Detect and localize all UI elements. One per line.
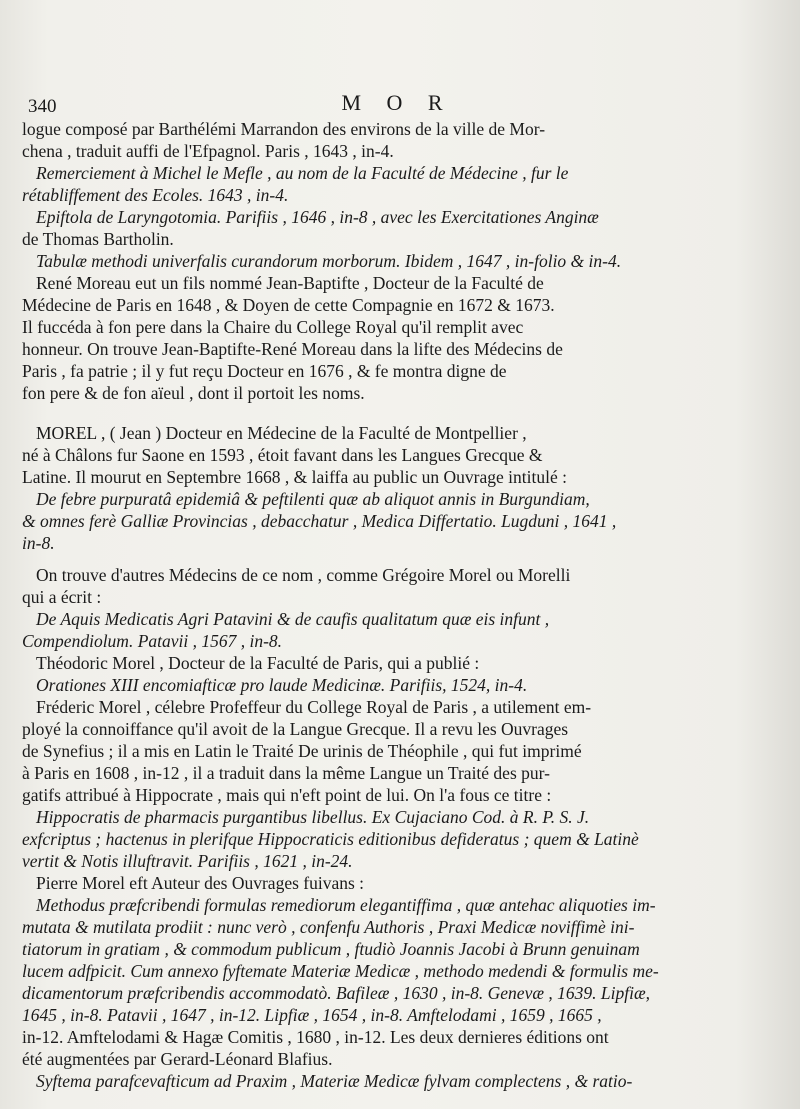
text-line: vertit & Notis illuftravit. Parifiis , 1621 , in-24. (22, 851, 353, 871)
paragraph-gap (22, 554, 772, 564)
text-line: MOREL , ( Jean ) Docteur en Médecine de la Faculté de Montpellier , (36, 423, 527, 443)
running-title: M O R (341, 90, 453, 115)
paragraph-gap (22, 404, 772, 422)
text-line: in-12. Amftelodami & Hagæ Comitis , 1680 , in-12. Les deux dernieres éditions ont (22, 1027, 609, 1047)
text-line: né à Châlons fur Saone en 1593 , étoit favant dans les Langues Grecque & (22, 445, 543, 465)
text-line: Epiftola de Laryngotomia. Parifiis , 1646 , in-8 , avec les Exercitationes Anginæ (36, 207, 599, 227)
text-line: ployé la connoiffance qu'il avoit de la Langue Grecque. Il a revu les Ouvrages (22, 719, 569, 739)
text-line: rétabliffement des Ecoles. 1643 , in-4. (22, 185, 289, 205)
text-line: De Aquis Medicatis Agri Patavini & de caufis qualitatum quæ eis infunt , (36, 609, 550, 629)
text-line: Compendiolum. Patavii , 1567 , in-8. (22, 631, 283, 651)
text-line: Tabulæ methodi univerfalis curandorum morborum. Ibidem , 1647 , in-folio & in-4. (36, 251, 622, 271)
text-line: lucem adfpicit. Cum annexo fyftemate Materiæ Medicæ , methodo medendi & formulis me- (22, 961, 659, 981)
text-line: Remerciement à Michel le Mefle , au nom de la Faculté de Médecine , fur le (36, 163, 569, 183)
text-line: Théodoric Morel , Docteur de la Faculté de Paris, qui a publié : (36, 653, 480, 673)
text-line: de Thomas Bartholin. (22, 229, 174, 249)
text-line: Fréderic Morel , célebre Profeffeur du College Royal de Paris , a utilement em- (36, 697, 592, 717)
text-line: dicamentorum præfcribendis accommodatò. Bafileæ , 1630 , in-8. Genevæ , 1639. Lipfiæ, (22, 983, 651, 1003)
text-line: fon pere & de fon aïeul , dont il portoit les noms. (22, 383, 365, 403)
text-line: Médecine de Paris en 1648 , & Doyen de cette Compagnie en 1672 & 1673. (22, 295, 555, 315)
text-line: Syftema parafcevafticum ad Praxim , Materiæ Medicæ fylvam complectens , & ratio- (36, 1071, 633, 1091)
text-line: On trouve d'autres Médecins de ce nom , comme Grégoire Morel ou Morelli (36, 565, 571, 585)
text-line: Pierre Morel eft Auteur des Ouvrages fuivans : (36, 873, 365, 893)
text-line: exfcriptus ; hactenus in plerifque Hippocraticis editionibus defideratus ; quem & Latinè (22, 829, 639, 849)
text-line: & omnes ferè Galliæ Provincias , debacchatur , Medica Differtatio. Lugduni , 1641 , (22, 511, 617, 531)
text-line: 1645 , in-8. Patavii , 1647 , in-12. Lipfiæ , 1654 , in-8. Amftelodami , 1659 , 1665 , (22, 1005, 602, 1025)
page-number: 340 (28, 96, 57, 117)
text-line: René Moreau eut un fils nommé Jean-Baptifte , Docteur de la Faculté de (36, 273, 544, 293)
text-line: Methodus præfcribendi formulas remediorum elegantiffima , quæ antehac aliquoties im- (36, 895, 656, 915)
text-line: Hippocratis de pharmacis purgantibus libellus. Ex Cujaciano Cod. à R. P. S. J. (36, 807, 590, 827)
text-line: chena , traduit auffi de l'Efpagnol. Paris , 1643 , in-4. (22, 141, 394, 161)
text-line: Orationes XIII encomiafticæ pro laude Medicinæ. Parifiis, 1524, in-4. (36, 675, 528, 695)
text-line: honneur. On trouve Jean-Baptifte-René Moreau dans la lifte des Médecins de (22, 339, 563, 359)
text-line: logue composé par Barthélémi Marrandon des environs de la ville de Mor- (22, 119, 546, 139)
text-block (22, 118, 772, 1092)
running-head (22, 88, 772, 118)
text-line: Latine. Il mourut en Septembre 1668 , & laiffa au public un Ouvrage intitulé : (22, 467, 567, 487)
text-line: De febre purpuratâ epidemiâ & peftilenti quæ ab aliquot annis in Burgundiam, (36, 489, 590, 509)
text-line: mutata & mutilata prodiit : nunc verò , confenfu Authoris , Praxi Medicæ noviffimè ini- (22, 917, 635, 937)
text-line: Paris , fa patrie ; il y fut reçu Docteur en 1676 , & fe montra digne de (22, 361, 507, 381)
text-line: à Paris en 1608 , in-12 , il a traduit dans la même Langue un Traité des pur- (22, 763, 550, 783)
text-line: tiatorum in gratiam , & commodum publicum , ftudiò Joannis Jacobi à Brunn genuinam (22, 939, 640, 959)
text-line: in-8. (22, 533, 55, 553)
text-line: de Synefius ; il a mis en Latin le Traité De urinis de Théophile , qui fut imprimé (22, 741, 582, 761)
text-line: Il fuccéda à fon pere dans la Chaire du College Royal qu'il remplit avec (22, 317, 524, 337)
text-line: gatifs attribué à Hippocrate , mais qui n'eft point de lui. On l'a fous ce titre : (22, 785, 552, 805)
text-line: été augmentées par Gerard-Léonard Blafius. (22, 1049, 333, 1069)
text-line: qui a écrit : (22, 587, 102, 607)
